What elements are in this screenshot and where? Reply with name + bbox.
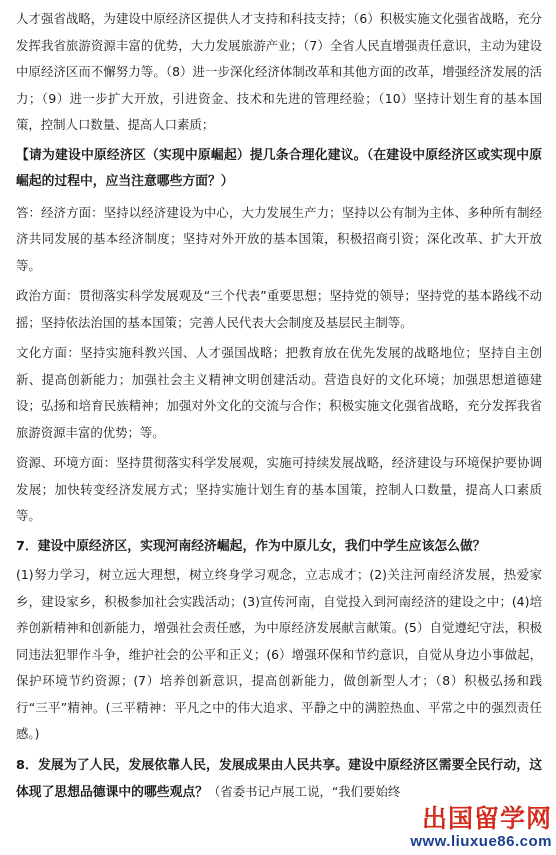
answer-resources-environment: 资源、环境方面：坚持贯彻落实科学发展观，实施可持续发展战略，经济建设与环境保护要协调发展；加快转变经济发展方式；坚持实施计划生育的基本国策，控制人口数量，提高人口素质等。 (16, 455, 542, 523)
watermark-title: 出国留学网 (421, 804, 552, 833)
paragraph-strategy-list: 人才强省战略，为建设中原经济区提供人才支持和科技支持；（6）积极实施文化强省战略，充分发挥我省旅游资源丰富的优势，大力发展旅游产业；（7）全省人民直增强责任意识，主动为建设中原经济区而不懈努力等。（8）进一步深化经济体制改革和其他方面的改革，增强经济发展的活力；（9）进一步扩大开放，引进资金、技术和先进的管理经验；（10）坚持计划生育的基本国策，控制人口数量、提高人口素质； (16, 11, 542, 132)
question-7: 7．建设中原经济区，实现河南经济崛起，作为中原儿女，我们中学生应该怎么做？ (16, 538, 486, 554)
question-8 (16, 752, 542, 807)
answer-economy: 答：经济方面：坚持以经济建设为中心，大力发展生产力；坚持以公有制为主体、多种所有制经济共同发展的基本经济制度；坚持对外开放的基本国策，积极招商引资；深化改革、扩大开放等。 (16, 204, 542, 273)
question-8-bold: 8．发展为了人民，发展依靠人民，发展成果由人民共享。建设中原经济区需要全民行动，这体现了思想品德课中的哪些观点？ (16, 757, 542, 800)
question-8-quote: （省委书记卢展工说，“我们要始终 (207, 784, 401, 799)
answer-7: (1)努力学习，树立远大理想，树立终身学习观念，立志成才；(2)关注河南经济发展，热爱家乡，建设家乡，积极参加社会实践活动；(3)宣传河南，自觉投入到河南经济的建设之中；(4)培养创新精神和创新能力，增强社会责任感，为中原经济发展献言献策。(5）自觉遵纪守法，积极同违法犯罪作斗争，维护社会的公平和正义；(6）增强环保和节约意识，自觉从身边小事做起，保护环境节约资源；(7）培养创新意识，提高创新能力，做创新型人才；（8）积极弘扬和践行“三平”精神。(三平精神：平凡之中的伟大追求、平静之中的满腔热血、平常之中的强烈责任感。) (16, 567, 542, 741)
document-page (16, 6, 542, 811)
answer-politics: 政治方面：贯彻落实科学发展观及“三个代表”重要思想；坚持党的领导；坚持党的基本路线不动摇；坚持依法治国的基本国策；完善人民代表大会制度及基层民主制等。 (16, 288, 542, 330)
answer-culture: 文化方面：坚持实施科教兴国、人才强国战略；把教育放在优先发展的战略地位；坚持自主创新、提高创新能力；加强社会主义精神文明创建活动。营造良好的文化环境；加强思想道德建设；弘扬和培育民族精神；加强对外文化的交流与合作；积极实施文化强省战略，充分发挥我省旅游资源丰富的优势；等。 (16, 345, 542, 440)
site-watermark (382, 803, 552, 853)
watermark-url: www.liuxue86.com (410, 833, 552, 850)
question-suggestions: 【请为建设中原经济区（实现中原崛起）提几条合理化建议。（在建设中原经济区或实现中原崛起的过程中，应当注意哪些方面？） (16, 147, 542, 189)
